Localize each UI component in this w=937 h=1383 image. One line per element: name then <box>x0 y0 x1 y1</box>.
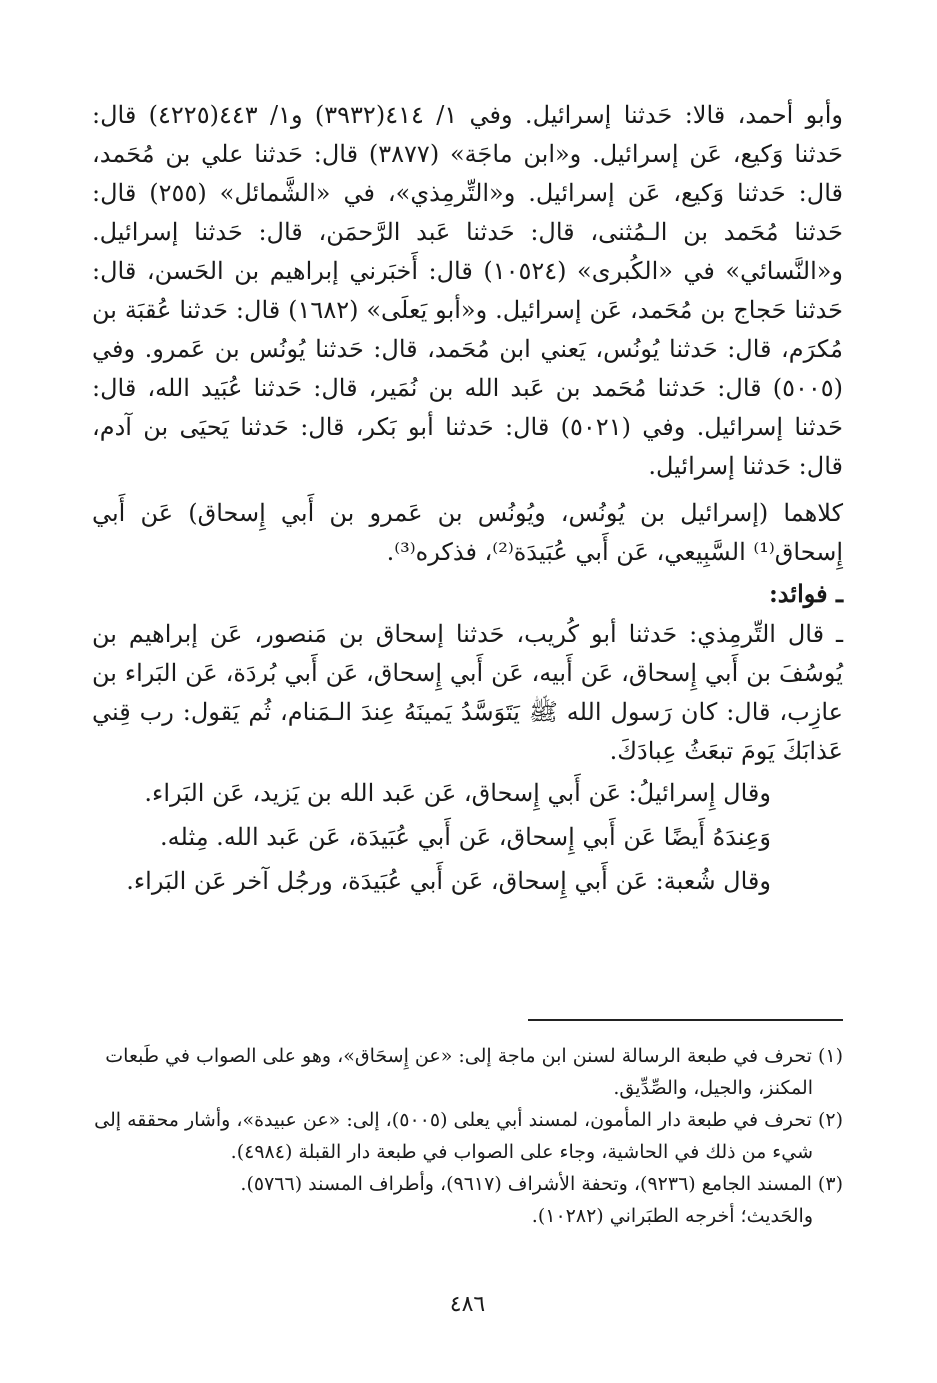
fawaid-paragraph: ـ قال التِّرمِذي: حَدثنا أبو كُريب، حَدثنا إسحاق بن مَنصور، عَن إبراهيم بن يُوسُفَ بن أَبي إِسحاق، عَن أَبيه، عَن أَبي إِسحاق، عَن أَبي بُردَة، عَن البَراء بن عازِب، قال: كان رَسول الله ﷺ يَتَوَسَّدُ يَمينَهُ عِندَ الـمَنام، ثُم يَقول: رب قِني عَذابَكَ يَومَ تبعَثُ عِبادَكَ. <box>92 620 843 765</box>
footnote-3-continuation: والحَديث؛ أخرجه الطبَراني (١٠٢٨٢). <box>531 1205 813 1227</box>
main-paragraph-2: كلاهما (إسرائيل بن يُونُس، ويُونُس بن عَمرو بن أَبي إِسحاق) عَن أَبي إِسحاق⁽¹⁾ السَّبِيعي، عَن أَبي عُبَيدَة⁽²⁾، فذكره⁽³⁾. <box>92 499 843 566</box>
footnote-2-continuation: شيء من ذلك في الحاشية، وجاء على الصواب في طبعة دار القبلة (٤٩٨٤). <box>230 1141 813 1163</box>
footnotes <box>92 1040 843 1232</box>
footnote-1-continuation: المكنز، والجيل، والصِّدِّيق. <box>613 1077 813 1099</box>
indented-line-3: وقال شُعبة: عَن أَبي إِسحاق، عَن أَبي عُبَيدَة، ورجُل آخر عَن البَراء. <box>126 867 771 895</box>
document-page <box>92 96 843 1383</box>
fawaid-heading: ـ فوائد: <box>768 579 843 608</box>
indented-line-1: وقال إِسرائيلُ: عَن أَبي إِسحاق، عَن عَبد الله بن يَزيد، عَن البَراء. <box>144 779 771 807</box>
footnote-1: (١) تحرف في طبعة الرسالة لسنن ابن ماجة إلى: «عن إِسحَاق»، وهو على الصواب في طَبعات <box>105 1045 843 1067</box>
footnote-3: (٣) المسند الجامع (٩٢٣٦)، وتحفة الأشراف (٩٦١٧)، وأطراف المسند (٥٧٦٦). <box>240 1173 843 1195</box>
page-number: ٤٨٦ <box>449 1292 486 1317</box>
footnote-divider <box>528 1019 843 1021</box>
main-paragraph-1: وأبو أحمد، قالا: حَدثنا إسرائيل. وفي ١/ ٤١٤(٣٩٣٢) و١/ ٤٤٣(٤٢٢٥) قال: حَدثنا وَكيع، عَن إسرائيل. و«ابن ماجَة» (٣٨٧٧) قال: حَدثنا علي بن مُحَمد، قال: حَدثنا وَكيع، عَن إسرائيل. و«التِّرمِذي»، في «الشَّمائل» (٢٥٥) قال: حَدثنا مُحَمد بن الـمُثنى، قال: حَدثنا عَبد الرَّحمَن، قال: حَدثنا إسرائيل. و«النَّسائي» في «الكُبرى» (١٠٥٢٤) قال: أَخبَرني إبراهيم بن الحَسن، قال: حَدثنا حَجاج بن مُحَمد، عَن إسرائيل. و«أبو يَعلَى» (١٦٨٢) قال: حَدثنا عُقبَة بن مُكرَم، قال: حَدثنا يُونُس، يَعني ابن مُحَمد، قال: حَدثنا يُونُس بن عَمرو. وفي (٥٠٠٥) قال: حَدثنا مُحَمد بن عَبد الله بن نُمَير، قال: حَدثنا عُبَيد الله، قال: حَدثنا إسرائيل. وفي (٥٠٢١) قال: حَدثنا أبو بَكر، قال: حَدثنا يَحيَى بن آدم، قال: حَدثنا إسرائيل. <box>92 101 844 480</box>
indented-line-2: وَعِندَهُ أَيضًا عَن أَبي إِسحاق، عَن أَبي عُبَيدَة، عَن عَبد الله. مِثله. <box>160 823 771 851</box>
footnote-2: (٢) تحرف في طبعة دار المأمون، لمسند أبي يعلى (٥٠٠٥)، إلى: «عن عبيدة»، وأشار محققه إلى <box>94 1109 843 1131</box>
